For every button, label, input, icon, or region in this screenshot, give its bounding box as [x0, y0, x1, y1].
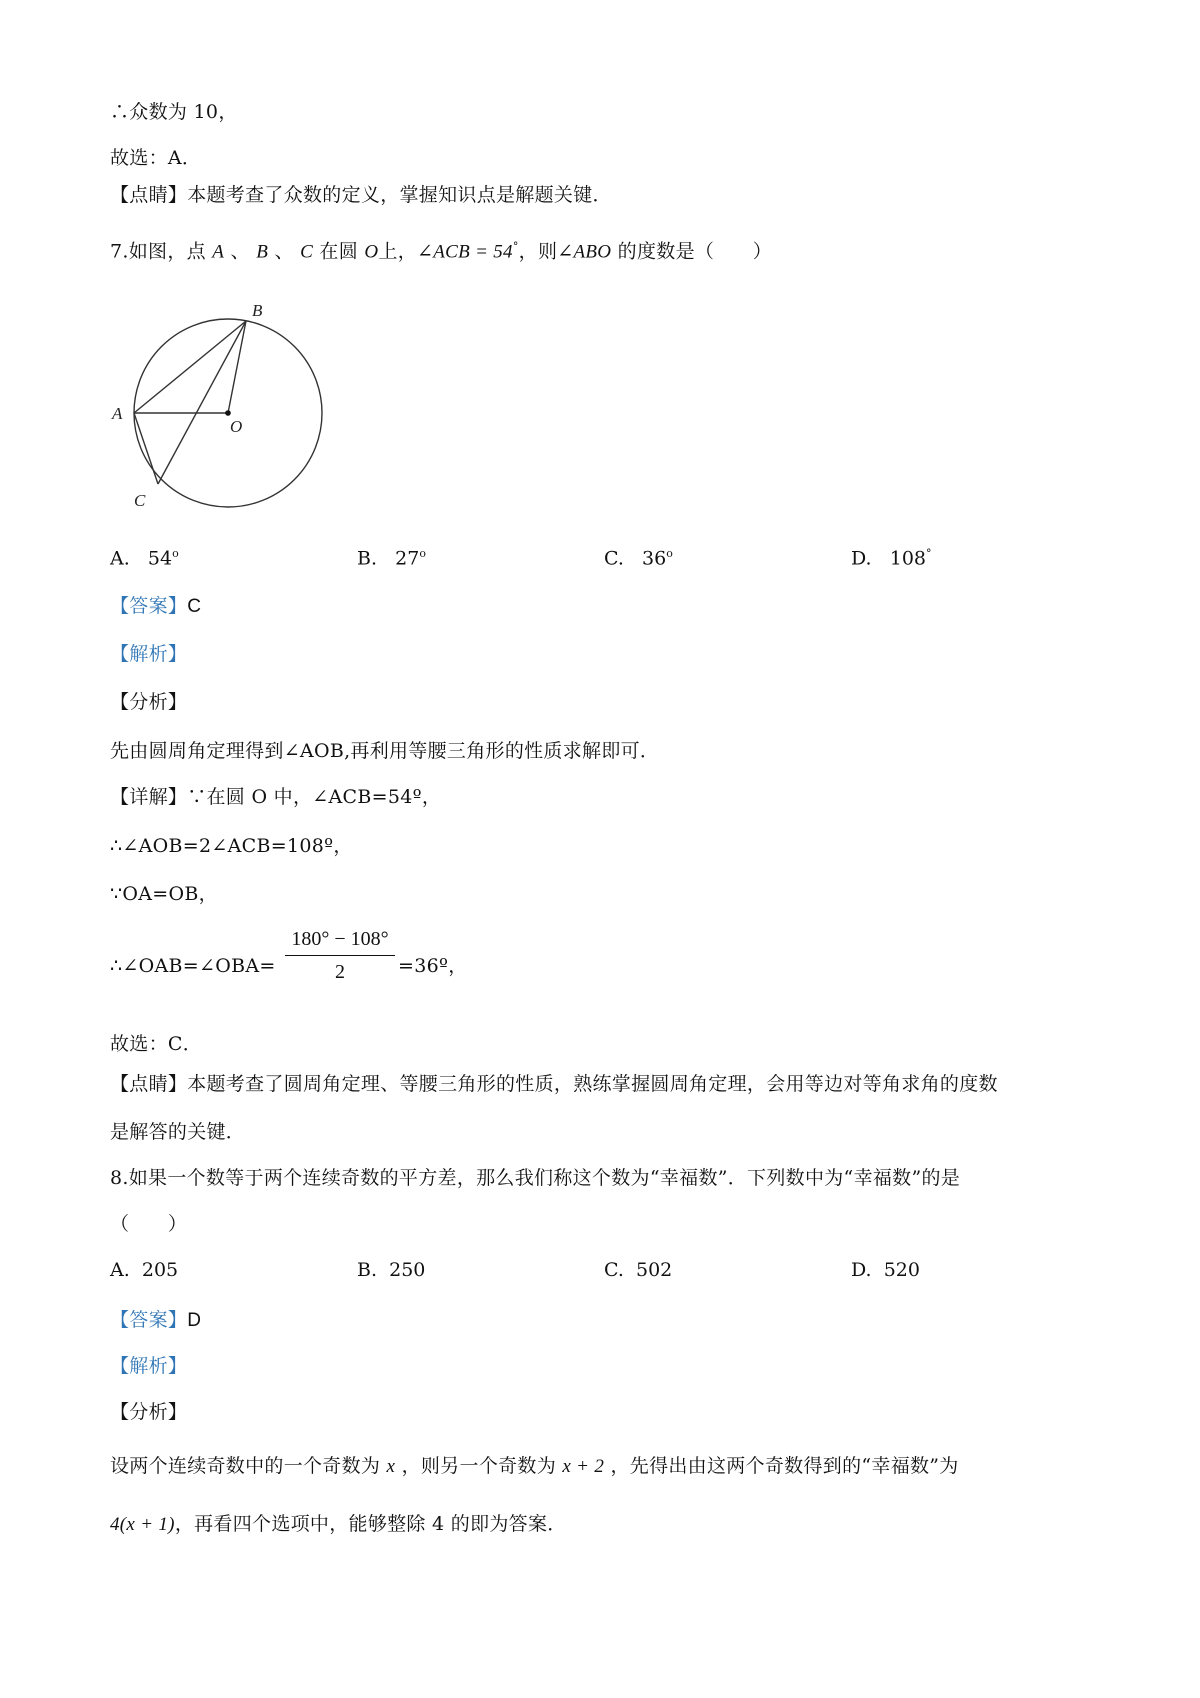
segment-ac — [134, 413, 158, 484]
q7-dianjing-line-2: 是解答的关键． — [110, 1121, 246, 1143]
option-value: 108 — [889, 547, 926, 570]
fenxi-var-x: x — [386, 1456, 396, 1477]
option-letter: B. — [357, 1259, 378, 1281]
q7-fenxi-text: 先由圆周角定理得到∠AOB,再利用等腰三角形的性质求解即可． — [110, 740, 660, 762]
q7-angle-acb: ∠ACB = 54 — [417, 241, 513, 263]
question-8-stem-2: （ ） — [110, 1213, 188, 1235]
q8-option-a — [110, 1256, 178, 1284]
dianjing-tag: 【点睛】 — [110, 1073, 188, 1095]
option-letter: C. — [604, 1259, 624, 1281]
option-letter: A. — [110, 547, 130, 570]
q7-detail-line-2: ∴∠AOB=2∠ACB=108º， — [110, 835, 353, 857]
fenxi-text-b: ，则另一个奇数为 — [401, 1455, 557, 1477]
option-letter: B. — [357, 547, 378, 570]
option-value: 502 — [636, 1259, 673, 1281]
option-unit: o — [419, 547, 426, 560]
dianjing-tag: 【点睛】 — [110, 184, 188, 206]
q7-option-d — [851, 540, 932, 572]
segment-ob — [228, 321, 246, 413]
option-value: 520 — [883, 1259, 920, 1281]
q7-circle-o: O — [364, 241, 379, 263]
q7-mid: 在圆 — [319, 240, 359, 263]
q7-detail-line-5: 故选：C． — [110, 1033, 203, 1055]
q7-detail-line-4-prefix: ∴∠OAB=∠OBA= — [110, 955, 276, 977]
option-letter: D. — [851, 1259, 872, 1281]
fenxi-text-a: 设两个连续奇数中的一个奇数为 — [110, 1455, 381, 1477]
question-7-stem — [110, 233, 772, 266]
fenxi-expression: 4(x + 1) — [110, 1514, 175, 1535]
q7-angle-abo: ∠ABO — [557, 241, 612, 263]
option-unit: ° — [926, 547, 932, 560]
q7-point-b: B — [256, 241, 269, 263]
answer-value: D — [187, 1310, 202, 1331]
fraction — [285, 925, 395, 986]
option-letter: A. — [110, 1259, 130, 1281]
q7-suffix: 的度数是（ ） — [617, 240, 773, 263]
detail-text: ∵在圆 O 中，∠ACB=54º， — [187, 786, 442, 808]
option-value: 205 — [141, 1259, 179, 1281]
question-8-stem-1: 8.如果一个数等于两个连续奇数的平方差，那么我们称这个数为“幸福数”．下列数中为“幸福数”的是 — [110, 1167, 961, 1189]
fenxi-var-x-plus-2: x + 2 — [562, 1456, 605, 1477]
q7-on: 上， — [378, 240, 418, 263]
q7-option-a — [110, 540, 179, 572]
q7-detail-line-4-suffix: =36º， — [398, 955, 468, 977]
label-o: O — [230, 417, 243, 436]
option-unit: o — [666, 547, 673, 560]
fraction-numerator: 180° − 108° — [291, 928, 389, 950]
line-mode-result: ∴众数为 10， — [110, 101, 238, 123]
segment-cb — [158, 321, 246, 484]
q7-point-a: A — [212, 241, 225, 263]
q7-point-c: C — [300, 241, 314, 263]
option-value: 27 — [395, 547, 420, 570]
option-value: 54 — [147, 547, 173, 570]
option-unit: o — [172, 547, 179, 560]
q7-dianjing-line-1 — [110, 1070, 998, 1098]
label-a: A — [112, 404, 123, 423]
q8-fenxi-line-1 — [110, 1452, 959, 1481]
q7-answer — [110, 592, 201, 621]
q8-option-b — [357, 1256, 425, 1284]
q7-option-c — [604, 540, 673, 572]
center-point — [225, 410, 231, 416]
line-choose-a: 故选：A． — [110, 147, 202, 169]
option-letter: C. — [604, 547, 624, 570]
q7-fenxi-tag: 【分析】 — [110, 691, 188, 713]
q7-sep1: 、 — [230, 240, 250, 263]
q8-fenxi-tag: 【分析】 — [110, 1401, 188, 1423]
fraction-bar — [285, 955, 395, 956]
label-c: C — [134, 491, 146, 510]
option-value: 250 — [389, 1259, 426, 1281]
q8-answer — [110, 1306, 201, 1335]
detail-tag: 【详解】 — [110, 786, 188, 808]
q7-detail-line-1 — [110, 783, 441, 811]
fenxi-text-d: ，再看四个选项中，能够整除 4 的即为答案． — [174, 1513, 567, 1535]
segment-ab — [134, 321, 246, 413]
circle-figure — [108, 298, 338, 528]
q8-fenxi-line-2 — [110, 1510, 567, 1539]
degree-mark: ° — [512, 240, 519, 253]
option-letter: D. — [851, 547, 872, 570]
q7-option-b — [357, 540, 426, 572]
q8-option-c — [604, 1256, 672, 1284]
fenxi-text-c: ，先得出由这两个奇数得到的“幸福数”为 — [610, 1455, 959, 1477]
dianjing-text: 本题考查了圆周角定理、等腰三角形的性质，熟练掌握圆周角定理，会用等边对等角求角的度数 — [187, 1073, 998, 1095]
answer-tag: 【答案】 — [110, 595, 188, 617]
fraction-denominator: 2 — [335, 961, 345, 983]
q7-prefix: 7.如图，点 — [110, 240, 206, 263]
q7-sep2: 、 — [274, 240, 294, 263]
q8-option-d — [851, 1256, 920, 1284]
answer-tag: 【答案】 — [110, 1309, 188, 1331]
dianjing-text: 本题考查了众数的定义，掌握知识点是解题关键． — [187, 184, 612, 206]
q7-detail-line-3: ∵OA=OB， — [110, 883, 218, 905]
answer-value: C — [187, 596, 202, 617]
q7-analysis-tag: 【解析】 — [110, 643, 188, 665]
label-b: B — [252, 301, 263, 320]
q7-then: ，则 — [518, 240, 558, 263]
q8-analysis-tag: 【解析】 — [110, 1355, 188, 1377]
option-value: 36 — [642, 547, 667, 570]
line-dianjing-6 — [110, 181, 612, 209]
